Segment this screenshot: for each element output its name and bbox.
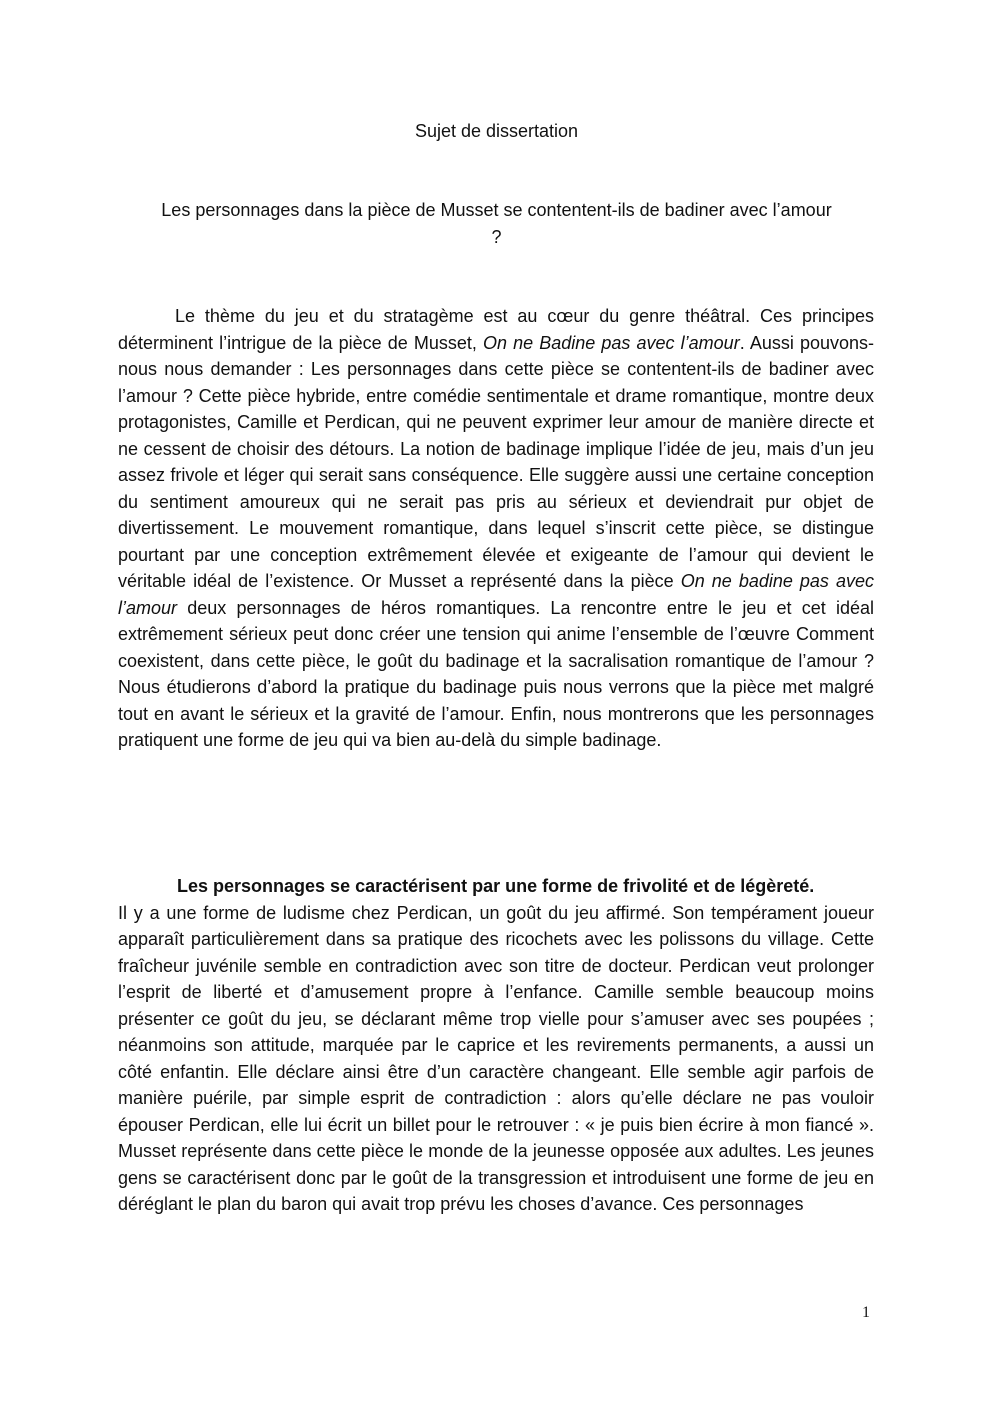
document-title: Sujet de dissertation (414, 121, 579, 141)
dissertation-subject: Les personnages dans la pièce de Musset se contentent-ils de badiner avec l’amour ? (161, 200, 832, 247)
introduction-text-part-2: . Aussi pouvons-nous nous demander : Les personnages dans cette pièce se contentent-ils de badiner avec l’amour ? Cette pièce hybride, entre comédie sentimentale et drame romantique, montre deux protagonistes, Camille et Perdican, qui ne peuvent exprimer leur amour de manière directe et ne cessent de choisir des détours. La notion de badinage implique l’idée de jeu, mais d’un jeu assez frivole et léger qui serait sans conséquence. Elle suggère aussi une certaine conception du sentiment amoureux qui ne serait pas pris au sérieux et deviendrait pur objet de divertissement. Le mouvement romantique, dans lequel s’inscrit cette pièce, se distingue pourtant par une conception extrêmement élevée et exigeante de l’amour qui devient le véritable idéal de l’existence. Or Musset a représenté dans la pièce (118, 332, 874, 591)
introduction-text-part-3: deux personnages de héros romantiques. La rencontre entre le jeu et cet idéal extrêmement sérieux peut donc créer une tension qui anime l’ensemble de l’œuvre Comment coexistent, dans cette pièce, le goût du badinage et la sacralisation romantique de l’amour ? Nous étudierons d’abord la pratique du badinage puis nous verrons que la pièce met malgré tout en avant le sérieux et la gravité de l’amour. Enfin, nous montrerons que les personnages pratiquent une forme de jeu qui va bien au-delà du simple badinage. (118, 597, 874, 750)
introduction-text-part-1: Le thème du jeu et du stratagème est au cœur du genre théâtral. Ces principes déterminent l’intrigue de la pièce de Musset, (118, 306, 874, 353)
section-body-paragraph: Il y a une forme de ludisme chez Perdican, un goût du jeu affirmé. Son tempérament joueur apparaît particulièrement dans sa pratique des ricochets avec les polissons du village. Cette fraîcheur juvénile semble en contradiction avec son titre de docteur. Perdican veut prolonger l’esprit de liberté et d’amusement propre à l’enfance. Camille semble beaucoup moins présenter ce goût du jeu, se déclarant même trop vielle pour s’amuser avec ses poupées ; néanmoins son attitude, marquée par le caprice et les revirements permanents, a aussi un côté enfantin. Elle déclare ainsi être d’un caractère changeant. Elle semble agir parfois de manière puérile, par simple esprit de contradiction : alors qu’elle déclare ne pas vouloir épouser Perdican, elle lui écrit un billet pour le retrouver : « je puis bien écrire à mon fiancé ». Musset représente dans cette pièce le monde de la jeunesse opposée aux adultes. Les jeunes gens se caractérisent donc par le goût de la transgression et introduisent une forme de jeu en déréglant le plan du baron qui avait trop prévu les choses d’avance. Ces personnages (118, 902, 874, 1214)
section-1 (118, 873, 874, 1218)
introduction-paragraph (118, 303, 874, 754)
work-title-italic: On ne badine pas avec l’amour (118, 571, 874, 618)
page-number: 1 (862, 1304, 870, 1321)
section-heading: Les personnages se caractérisent par une forme de frivolité et de légèreté. (177, 876, 815, 896)
work-title-italic: On ne Badine pas avec l’amour (482, 332, 740, 353)
